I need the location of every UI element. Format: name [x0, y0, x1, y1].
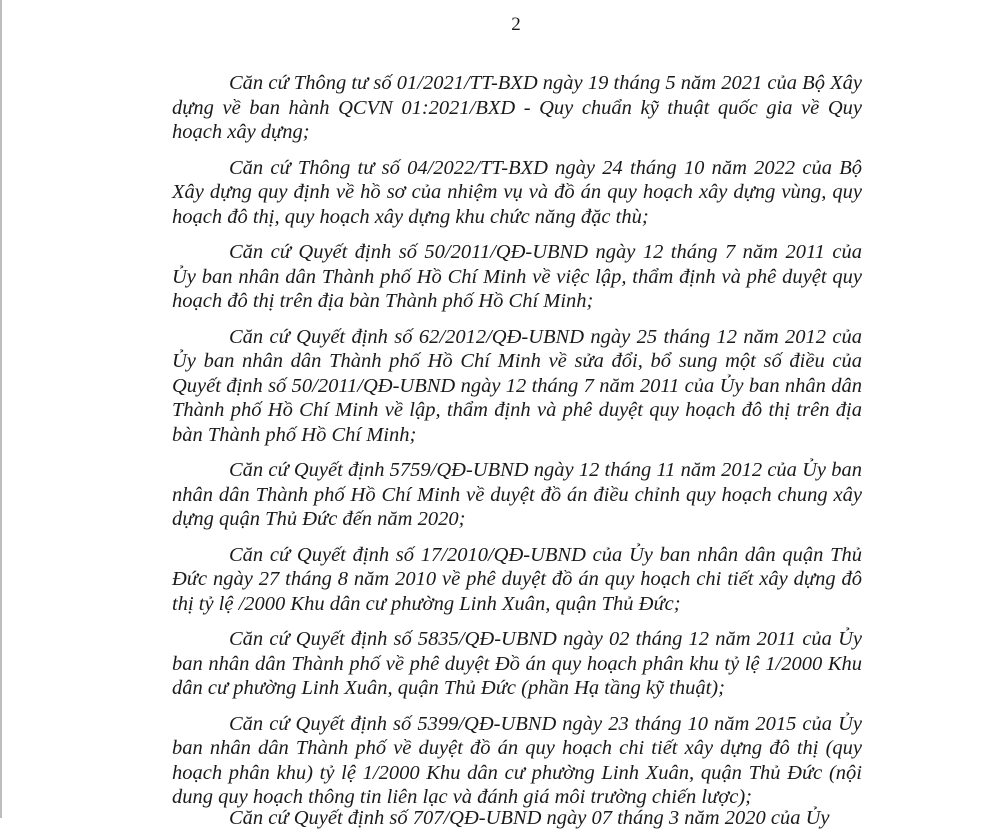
page-number: 2	[511, 14, 521, 35]
paragraph-legal-basis-1: Căn cứ Thông tư số 01/2021/TT-BXD ngày 19 tháng 5 năm 2021 của Bộ Xây dựng về ban hành QCVN 01:2021/BXD - Quy chuẩn kỹ thuật quốc gia về Quy hoạch xây dựng;	[172, 72, 862, 143]
paragraph-legal-basis-6: Căn cứ Quyết định số 17/2010/QĐ-UBND của Ủy ban nhân dân quận Thủ Đức ngày 27 tháng 8 năm 2010 về phê duyệt đồ án quy hoạch chi tiết xây dựng đô thị tỷ lệ /2000 Khu dân cư phường Linh Xuân, quận Thủ Đức;	[172, 543, 862, 615]
paragraph-legal-basis-8: Căn cứ Quyết định số 5399/QĐ-UBND ngày 23 tháng 10 năm 2015 của Ủy ban nhân dân Thành phố về duyệt đồ án quy hoạch chi tiết xây dựng đô thị (quy hoạch phân khu) tỷ lệ 1/2000 Khu dân cư phường Linh Xuân, quận Thủ Đức (nội dung quy hoạch thông tin liên lạc và đánh giá môi trường chiến lược);	[172, 712, 862, 808]
page-left-edge	[0, 0, 2, 818]
paragraph-legal-basis-3: Căn cứ Quyết định số 50/2011/QĐ-UBND ngày 12 tháng 7 năm 2011 của Ủy ban nhân dân Thành phố Hồ Chí Minh về việc lập, thẩm định và phê duyệt quy hoạch đô thị trên địa bàn Thành phố Hồ Chí Minh;	[172, 241, 862, 312]
document-body	[172, 71, 862, 821]
paragraph-legal-basis-2: Căn cứ Thông tư số 04/2022/TT-BXD ngày 24 tháng 10 năm 2022 của Bộ Xây dựng quy định về hồ sơ của nhiệm vụ và đồ án quy hoạch xây dựng vùng, quy hoạch đô thị, quy hoạch xây dựng khu chức năng đặc thù;	[172, 156, 862, 228]
paragraph-legal-basis-4: Căn cứ Quyết định số 62/2012/QĐ-UBND ngày 25 tháng 12 năm 2012 của Ủy ban nhân dân Thành phố Hồ Chí Minh về sửa đổi, bổ sung một số điều của Quyết định số 50/2011/QĐ-UBND ngày 12 tháng 7 năm 2011 của Ủy ban nhân dân Thành phố Hồ Chí Minh về lập, thẩm định và phê duyệt quy hoạch đô thị trên địa bàn Thành phố Hồ Chí Minh;	[172, 325, 862, 446]
paragraph-legal-basis-5: Căn cứ Quyết định 5759/QĐ-UBND ngày 12 tháng 11 năm 2012 của Ủy ban nhân dân Thành phố Hồ Chí Minh về duyệt đồ án điều chỉnh quy hoạch chung xây dựng quận Thủ Đức đến năm 2020;	[172, 459, 862, 530]
paragraph-legal-basis-9-partial: Căn cứ Quyết định số 707/QĐ-UBND ngày 07 tháng 3 năm 2020 của Ủy	[229, 807, 830, 829]
paragraph-legal-basis-7: Căn cứ Quyết định số 5835/QĐ-UBND ngày 02 tháng 12 năm 2011 của Ủy ban nhân dân Thành phố về phê duyệt Đồ án quy hoạch phân khu tỷ lệ 1/2000 Khu dân cư phường Linh Xuân, quận Thủ Đức (phần Hạ tầng kỹ thuật);	[172, 628, 862, 699]
